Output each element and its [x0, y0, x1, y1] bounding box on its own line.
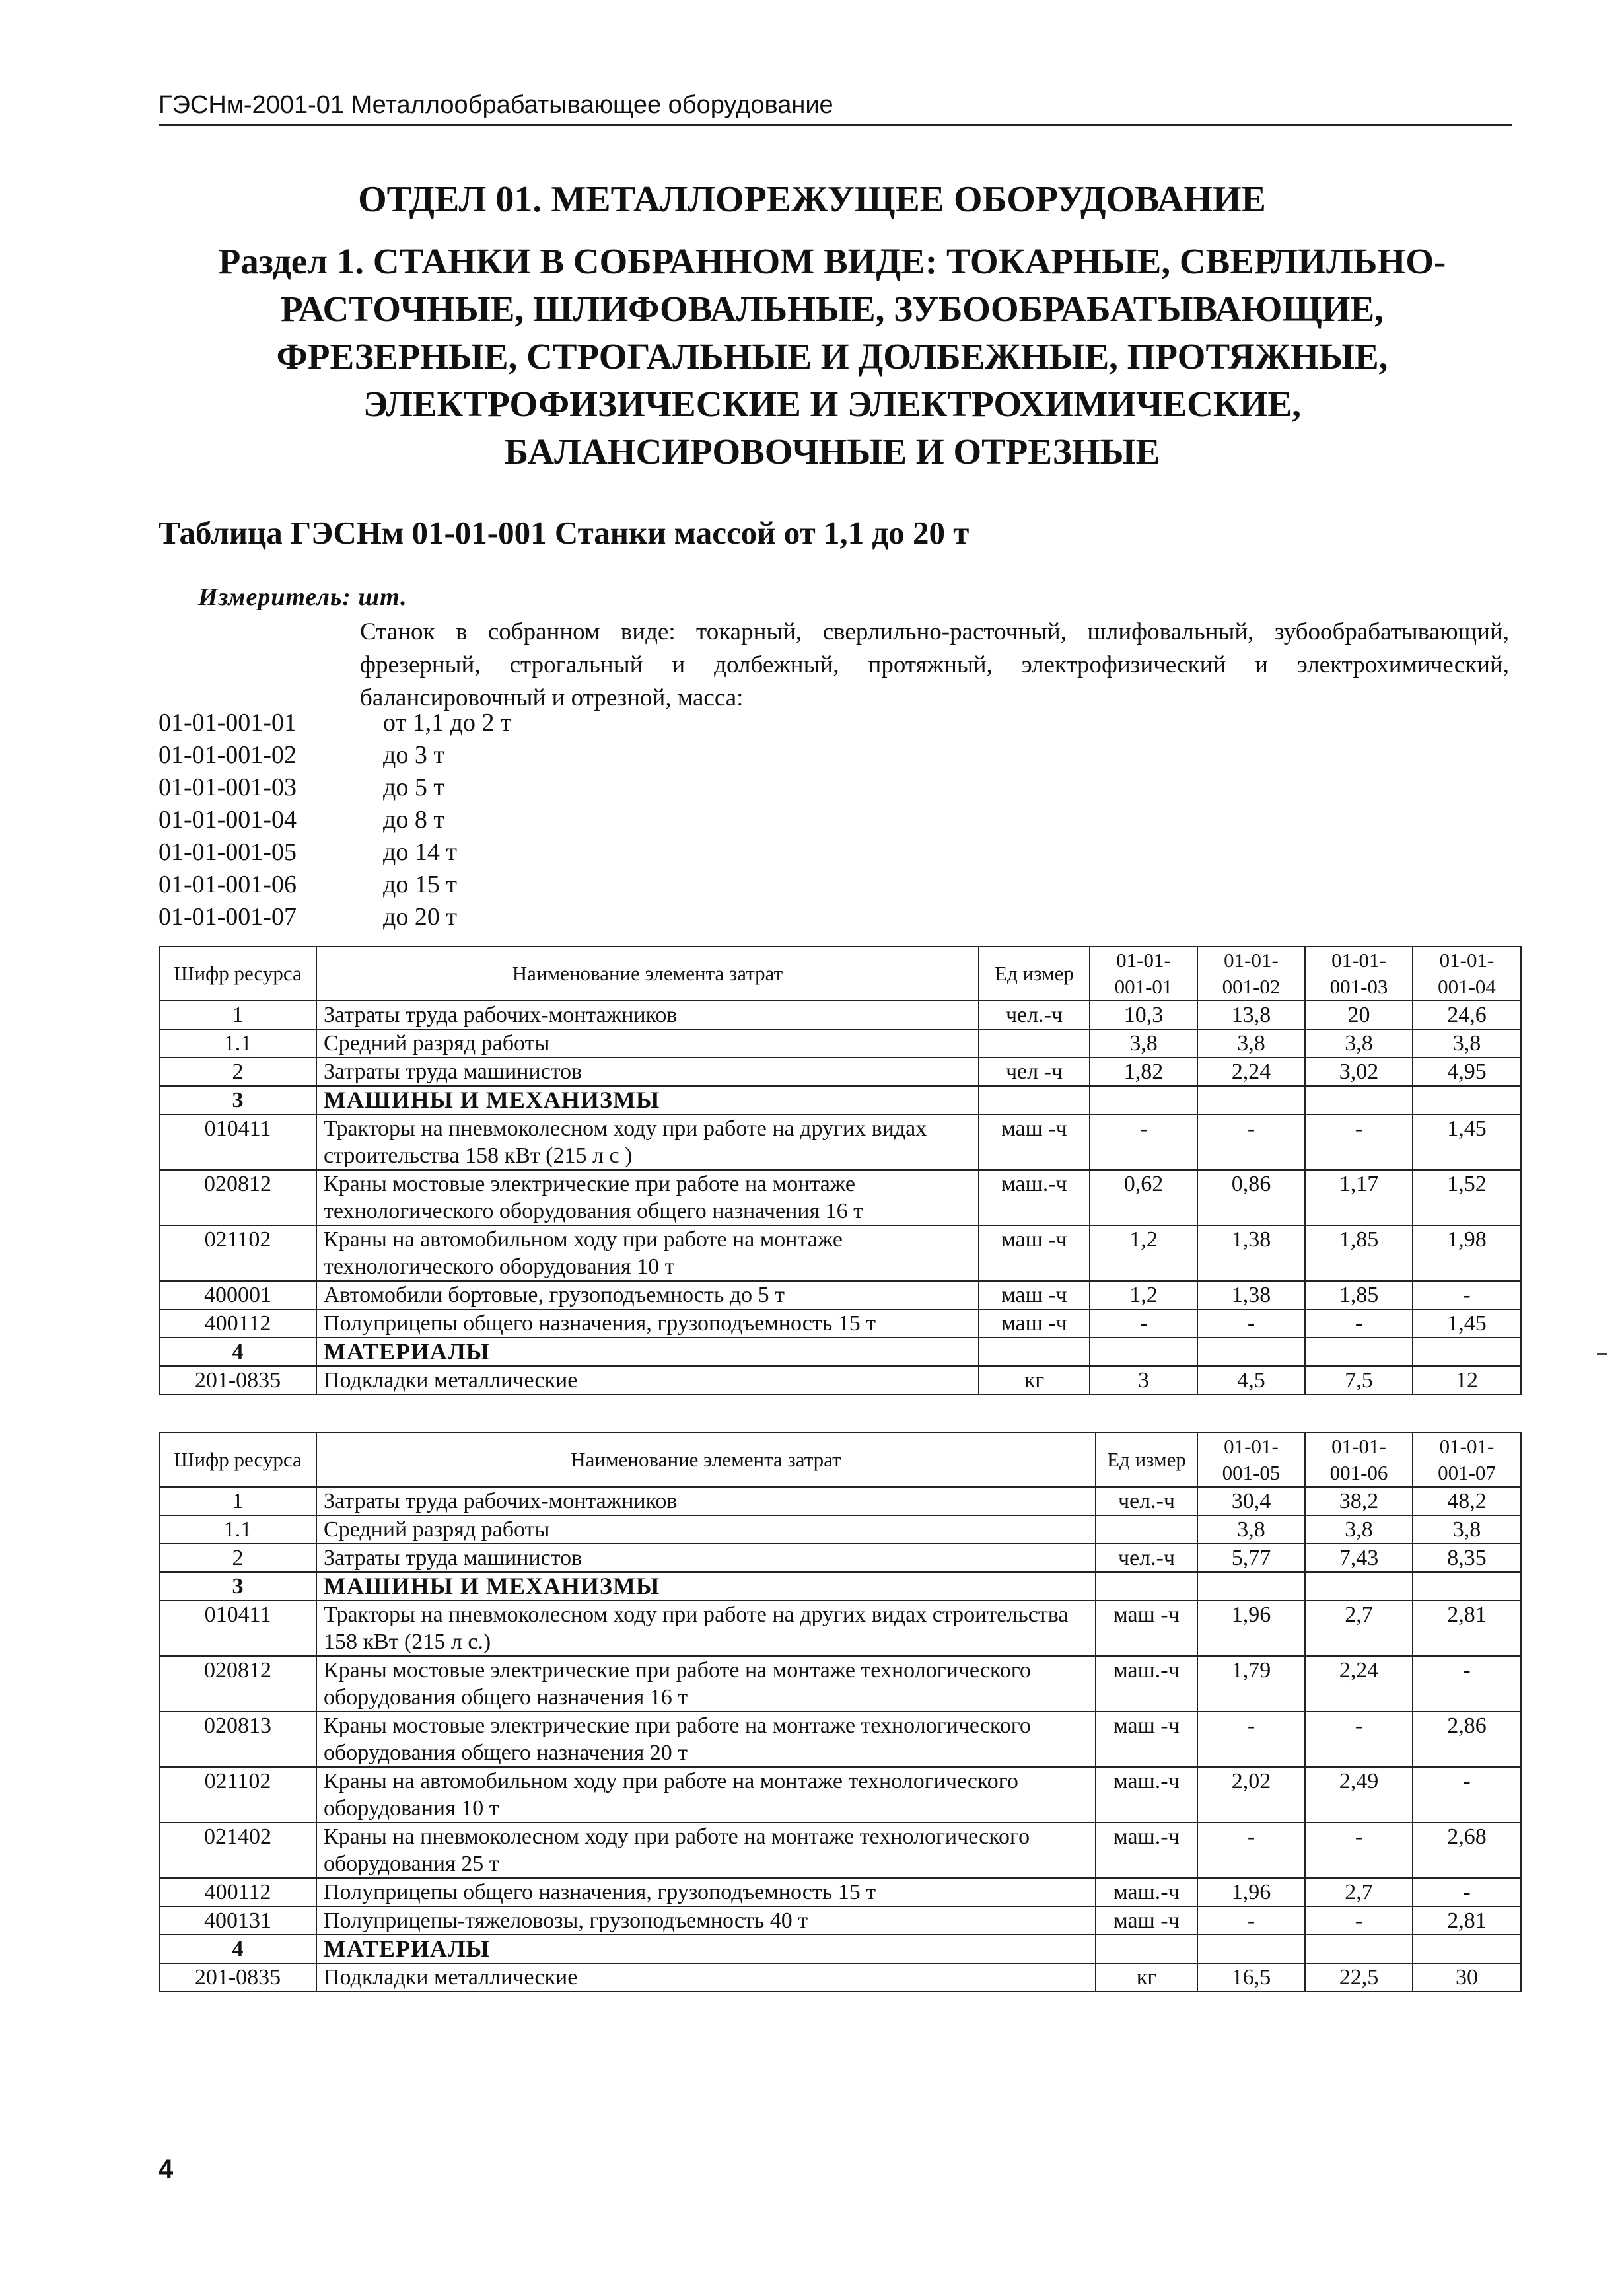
value-cell: - [1197, 1823, 1305, 1878]
value-cell: 4,95 [1413, 1058, 1521, 1086]
value-cell [1413, 1338, 1521, 1366]
section-title-line: ЭЛЕКТРОФИЗИЧЕСКИЕ И ЭЛЕКТРОХИМИЧЕСКИЕ, [363, 384, 1301, 424]
norm-code-item [159, 772, 512, 804]
resource-code-cell: 010411 [159, 1114, 316, 1170]
value-cell: 1,17 [1305, 1170, 1413, 1225]
unit-cell: маш -ч [1096, 1601, 1197, 1656]
resource-code-cell: 1 [159, 1001, 316, 1029]
cost-element-name-cell: Краны мостовые электрические при работе на монтаже технологического оборудования общего назначения 20 т [316, 1712, 1096, 1767]
cost-element-name-cell: Краны на автомобильном ходу при работе на монтаже технологического оборудования 10 т [316, 1225, 979, 1281]
value-cell: 2,24 [1305, 1656, 1413, 1712]
unit-cell: чел.-ч [1096, 1544, 1197, 1572]
unit-cell: маш -ч [979, 1114, 1090, 1170]
value-cell [1305, 1086, 1413, 1114]
resource-code-cell: 2 [159, 1544, 316, 1572]
resource-code-cell: 400131 [159, 1906, 316, 1935]
resource-table-2 [159, 1432, 1522, 1992]
resource-code-cell: 021402 [159, 1823, 316, 1878]
value-cell: 3,8 [1305, 1029, 1413, 1058]
resource-code-cell: 2 [159, 1058, 316, 1086]
unit-cell: чел -ч [979, 1058, 1090, 1086]
value-cell: - [1090, 1114, 1197, 1170]
norm-code: 01-01-001-03 [159, 774, 297, 801]
unit-cell: маш -ч [979, 1281, 1090, 1309]
value-cell: 4,5 [1197, 1366, 1305, 1394]
table-row [159, 1601, 1521, 1656]
unit-cell: маш.-ч [979, 1170, 1090, 1225]
value-cell: - [1305, 1114, 1413, 1170]
resource-code-cell: 400112 [159, 1878, 316, 1906]
norm-code-item [159, 804, 512, 836]
section-title-line: РАСТОЧНЫЕ, ШЛИФОВАЛЬНЫЕ, ЗУБООБРАБАТЫВАЮЩИЕ, [281, 289, 1384, 329]
value-cell: 1,82 [1090, 1058, 1197, 1086]
value-cell: 3,8 [1090, 1029, 1197, 1058]
value-cell: - [1305, 1712, 1413, 1767]
unit-cell: маш.-ч [1096, 1767, 1197, 1823]
value-cell: 2,68 [1413, 1823, 1521, 1878]
value-cell [1197, 1086, 1305, 1114]
value-cell: 30 [1413, 1963, 1521, 1992]
table-header-cell: 01-01- 001-04 [1413, 947, 1521, 1001]
value-cell: 12 [1413, 1366, 1521, 1394]
cost-element-name-cell: Краны на пневмоколесном ходу при работе на монтаже технологического оборудования 25 т [316, 1823, 1096, 1878]
value-cell: 2,81 [1413, 1906, 1521, 1935]
resource-code-cell: 021102 [159, 1767, 316, 1823]
unit-cell [1096, 1572, 1197, 1601]
table-row [159, 1058, 1521, 1086]
value-cell: 1,52 [1413, 1170, 1521, 1225]
table-row [159, 1170, 1521, 1225]
cost-element-name-cell: Затраты труда рабочих-монтажников [316, 1001, 979, 1029]
value-cell: 13,8 [1197, 1001, 1305, 1029]
value-cell: 3,8 [1197, 1029, 1305, 1058]
cost-element-name-cell: МАТЕРИАЛЫ [316, 1338, 979, 1366]
resource-code-cell: 201-0835 [159, 1963, 316, 1992]
unit-cell: маш -ч [979, 1225, 1090, 1281]
norm-code: 01-01-001-02 [159, 741, 297, 769]
unit-cell: маш.-ч [1096, 1823, 1197, 1878]
unit-cell: маш.-ч [1096, 1656, 1197, 1712]
resource-table-1 [159, 946, 1522, 1395]
value-cell [1305, 1935, 1413, 1963]
unit-cell: маш -ч [1096, 1712, 1197, 1767]
table-header-cell: 01-01- 001-06 [1305, 1433, 1413, 1487]
table-row [159, 1309, 1521, 1338]
cost-element-name-cell: МАТЕРИАЛЫ [316, 1935, 1096, 1963]
value-cell: - [1413, 1656, 1521, 1712]
value-cell: 2,86 [1413, 1712, 1521, 1767]
value-cell: - [1413, 1767, 1521, 1823]
resource-code-cell: 020812 [159, 1656, 316, 1712]
value-cell [1090, 1338, 1197, 1366]
cost-element-name-cell: Полуприцепы общего назначения, грузоподъемность 15 т [316, 1878, 1096, 1906]
cost-element-name-cell: Затраты труда машинистов [316, 1544, 1096, 1572]
value-cell: - [1413, 1878, 1521, 1906]
section-title-line: Раздел 1. СТАНКИ В СОБРАННОМ ВИДЕ: ТОКАРНЫЕ, СВЕРЛИЛЬНО- [218, 241, 1446, 281]
table-header-cell: Наименование элемента затрат [316, 1433, 1096, 1487]
value-cell: 3,8 [1305, 1515, 1413, 1544]
value-cell: 7,43 [1305, 1544, 1413, 1572]
table-row [159, 1515, 1521, 1544]
cost-element-name-cell: Краны мостовые электрические при работе на монтаже технологического оборудования общего назначения 16 т [316, 1656, 1096, 1712]
value-cell: 2,7 [1305, 1878, 1413, 1906]
resource-code-cell: 4 [159, 1935, 316, 1963]
value-cell: 38,2 [1305, 1487, 1413, 1515]
norm-mass: до 15 т [383, 871, 457, 898]
cost-element-name-cell: Средний разряд работы [316, 1515, 1096, 1544]
resource-code-cell: 010411 [159, 1601, 316, 1656]
value-cell: - [1090, 1309, 1197, 1338]
cost-element-name-cell: МАШИНЫ И МЕХАНИЗМЫ [316, 1086, 979, 1114]
unit-cell: кг [1096, 1963, 1197, 1992]
section-title-line: БАЛАНСИРОВОЧНЫЕ И ОТРЕЗНЫЕ [504, 431, 1160, 472]
value-cell: 1,45 [1413, 1114, 1521, 1170]
table-row [159, 1487, 1521, 1515]
norm-description: Станок в собранном виде: токарный, сверлильно-расточный, шлифовальный, зубообрабатывающий, фрезерный, строгальный и долбежный, протяжный, электрофизический и электрохимический, балансировочный и отрезной, масса: [360, 618, 1509, 711]
value-cell [1197, 1572, 1305, 1601]
resource-code-cell: 1 [159, 1487, 316, 1515]
table-row [159, 1544, 1521, 1572]
value-cell: 0,62 [1090, 1170, 1197, 1225]
table-header-cell: 01-01- 001-05 [1197, 1433, 1305, 1487]
measurer-label: Измеритель: шт. [198, 583, 407, 611]
norm-code: 01-01-001-04 [159, 806, 297, 834]
value-cell: 3 [1090, 1366, 1197, 1394]
value-cell: 5,77 [1197, 1544, 1305, 1572]
value-cell: 1,96 [1197, 1601, 1305, 1656]
table-row [159, 1572, 1521, 1601]
value-cell: 24,6 [1413, 1001, 1521, 1029]
resource-code-cell: 021102 [159, 1225, 316, 1281]
value-cell: 1,85 [1305, 1281, 1413, 1309]
table-row [159, 1086, 1521, 1114]
resource-code-cell: 020813 [159, 1712, 316, 1767]
value-cell: - [1197, 1712, 1305, 1767]
value-cell: 16,5 [1197, 1963, 1305, 1992]
cost-element-name-cell: Подкладки металлические [316, 1963, 1096, 1992]
value-cell [1413, 1572, 1521, 1601]
value-cell [1305, 1572, 1413, 1601]
norm-mass: до 5 т [383, 774, 444, 801]
norm-code: 01-01-001-01 [159, 709, 297, 737]
value-cell: 10,3 [1090, 1001, 1197, 1029]
table-row [159, 1001, 1521, 1029]
table-row [159, 1712, 1521, 1767]
value-cell [1413, 1086, 1521, 1114]
value-cell: 1,79 [1197, 1656, 1305, 1712]
norm-code-item [159, 707, 512, 739]
unit-cell: маш -ч [979, 1309, 1090, 1338]
norm-mass: до 14 т [383, 838, 457, 866]
value-cell: 20 [1305, 1001, 1413, 1029]
table-row [159, 1656, 1521, 1712]
value-cell: - [1305, 1823, 1413, 1878]
value-cell: 3,8 [1197, 1515, 1305, 1544]
unit-cell: маш -ч [1096, 1906, 1197, 1935]
value-cell: 48,2 [1413, 1487, 1521, 1515]
page-number: 4 [159, 2155, 174, 2184]
norm-code-item [159, 869, 512, 901]
unit-cell: кг [979, 1366, 1090, 1394]
value-cell [1090, 1086, 1197, 1114]
resource-code-cell: 3 [159, 1086, 316, 1114]
table-row [159, 1114, 1521, 1170]
table-header-cell: Наименование элемента затрат [316, 947, 979, 1001]
norm-code: 01-01-001-05 [159, 838, 297, 866]
resource-code-cell: 400112 [159, 1309, 316, 1338]
unit-cell [979, 1029, 1090, 1058]
table-row [159, 1029, 1521, 1058]
resource-code-cell: 201-0835 [159, 1366, 316, 1394]
cost-element-name-cell: Тракторы на пневмоколесном ходу при работе на других видах строительства 158 кВт (215 л с.) [316, 1601, 1096, 1656]
unit-cell: маш.-ч [1096, 1878, 1197, 1906]
section-title-line: ФРЕЗЕРНЫЕ, СТРОГАЛЬНЫЕ И ДОЛБЕЖНЫЕ, ПРОТЯЖНЫЕ, [276, 336, 1388, 377]
value-cell: 2,81 [1413, 1601, 1521, 1656]
cost-element-name-cell: Затраты труда рабочих-монтажников [316, 1487, 1096, 1515]
resource-code-cell: 3 [159, 1572, 316, 1601]
value-cell: 2,49 [1305, 1767, 1413, 1823]
cost-element-name-cell: Краны на автомобильном ходу при работе на монтаже технологического оборудования 10 т [316, 1767, 1096, 1823]
table-header-cell: Ед измер [979, 947, 1090, 1001]
unit-cell: чел.-ч [979, 1001, 1090, 1029]
norm-mass: до 8 т [383, 806, 444, 834]
department-title: ОТДЕЛ 01. МЕТАЛЛОРЕЖУЩЕЕ ОБОРУДОВАНИЕ [358, 179, 1266, 220]
value-cell: 1,2 [1090, 1281, 1197, 1309]
value-cell: 1,38 [1197, 1225, 1305, 1281]
unit-cell [1096, 1935, 1197, 1963]
value-cell: - [1305, 1906, 1413, 1935]
resource-code-cell: 400001 [159, 1281, 316, 1309]
cost-element-name-cell: Тракторы на пневмоколесном ходу при работе на других видах строительства 158 кВт (215 л с ) [316, 1114, 979, 1170]
value-cell: - [1197, 1906, 1305, 1935]
table-row [159, 1963, 1521, 1992]
cost-element-name-cell: Средний разряд работы [316, 1029, 979, 1058]
norm-mass: от 1,1 до 2 т [383, 709, 512, 737]
value-cell: 1,96 [1197, 1878, 1305, 1906]
table-header-cell: Шифр ресурса [159, 1433, 316, 1487]
cost-element-name-cell: Автомобили бортовые, грузоподъемность до 5 т [316, 1281, 979, 1309]
table-row [159, 1281, 1521, 1309]
value-cell: 1,2 [1090, 1225, 1197, 1281]
table-header-cell: Ед измер [1096, 1433, 1197, 1487]
norm-code-list [159, 707, 512, 933]
value-cell: - [1197, 1309, 1305, 1338]
value-cell: - [1305, 1309, 1413, 1338]
norm-code: 01-01-001-07 [159, 903, 297, 931]
table-header-cell: 01-01- 001-07 [1413, 1433, 1521, 1487]
unit-cell [1096, 1515, 1197, 1544]
resource-code-cell: 4 [159, 1338, 316, 1366]
table-header-cell: 01-01- 001-03 [1305, 947, 1413, 1001]
value-cell: 3,02 [1305, 1058, 1413, 1086]
table-row [159, 1338, 1521, 1366]
value-cell: 2,7 [1305, 1601, 1413, 1656]
value-cell [1197, 1935, 1305, 1963]
value-cell: 1,98 [1413, 1225, 1521, 1281]
norm-mass: до 20 т [383, 903, 457, 931]
table-row [159, 1935, 1521, 1963]
unit-cell: чел.-ч [1096, 1487, 1197, 1515]
table-header-cell: Шифр ресурса [159, 947, 316, 1001]
value-cell: 0,86 [1197, 1170, 1305, 1225]
norm-code-item [159, 836, 512, 869]
norm-code-item [159, 739, 512, 772]
value-cell [1305, 1338, 1413, 1366]
value-cell: 3,8 [1413, 1029, 1521, 1058]
norm-mass: до 3 т [383, 741, 444, 769]
value-cell: 3,8 [1413, 1515, 1521, 1544]
value-cell: 8,35 [1413, 1544, 1521, 1572]
value-cell [1197, 1338, 1305, 1366]
norm-code: 01-01-001-06 [159, 871, 297, 898]
value-cell: 1,38 [1197, 1281, 1305, 1309]
resource-code-cell: 1.1 [159, 1515, 316, 1544]
table-header-cell: 01-01- 001-02 [1197, 947, 1305, 1001]
scan-edge-mark [1597, 1353, 1607, 1355]
value-cell: 7,5 [1305, 1366, 1413, 1394]
value-cell: - [1197, 1114, 1305, 1170]
value-cell [1413, 1935, 1521, 1963]
table-row [159, 1823, 1521, 1878]
value-cell: 2,24 [1197, 1058, 1305, 1086]
value-cell: 22,5 [1305, 1963, 1413, 1992]
resource-code-cell: 1.1 [159, 1029, 316, 1058]
cost-element-name-cell: МАШИНЫ И МЕХАНИЗМЫ [316, 1572, 1096, 1601]
norm-code-item [159, 901, 512, 933]
table-caption: Таблица ГЭСНм 01-01-001 Станки массой от 1,1 до 20 т [159, 515, 970, 551]
cost-element-name-cell: Подкладки металлические [316, 1366, 979, 1394]
table-row [159, 1366, 1521, 1394]
cost-element-name-cell: Краны мостовые электрические при работе на монтаже технологического оборудования общего назначения 16 т [316, 1170, 979, 1225]
table-row [159, 1878, 1521, 1906]
cost-element-name-cell: Затраты труда машинистов [316, 1058, 979, 1086]
value-cell: 2,02 [1197, 1767, 1305, 1823]
running-header: ГЭСНм-2001-01 Металлообрабатывающее оборудование [159, 91, 1512, 126]
cost-element-name-cell: Полуприцепы-тяжеловозы, грузоподъемность 40 т [316, 1906, 1096, 1935]
table-row [159, 1906, 1521, 1935]
value-cell: 1,45 [1413, 1309, 1521, 1338]
table-header-cell: 01-01- 001-01 [1090, 947, 1197, 1001]
table-row [159, 1225, 1521, 1281]
unit-cell [979, 1086, 1090, 1114]
value-cell: 30,4 [1197, 1487, 1305, 1515]
section-title [132, 238, 1532, 476]
resource-code-cell: 020812 [159, 1170, 316, 1225]
table-row [159, 1767, 1521, 1823]
cost-element-name-cell: Полуприцепы общего назначения, грузоподъемность 15 т [316, 1309, 979, 1338]
unit-cell [979, 1338, 1090, 1366]
value-cell: - [1413, 1281, 1521, 1309]
value-cell: 1,85 [1305, 1225, 1413, 1281]
